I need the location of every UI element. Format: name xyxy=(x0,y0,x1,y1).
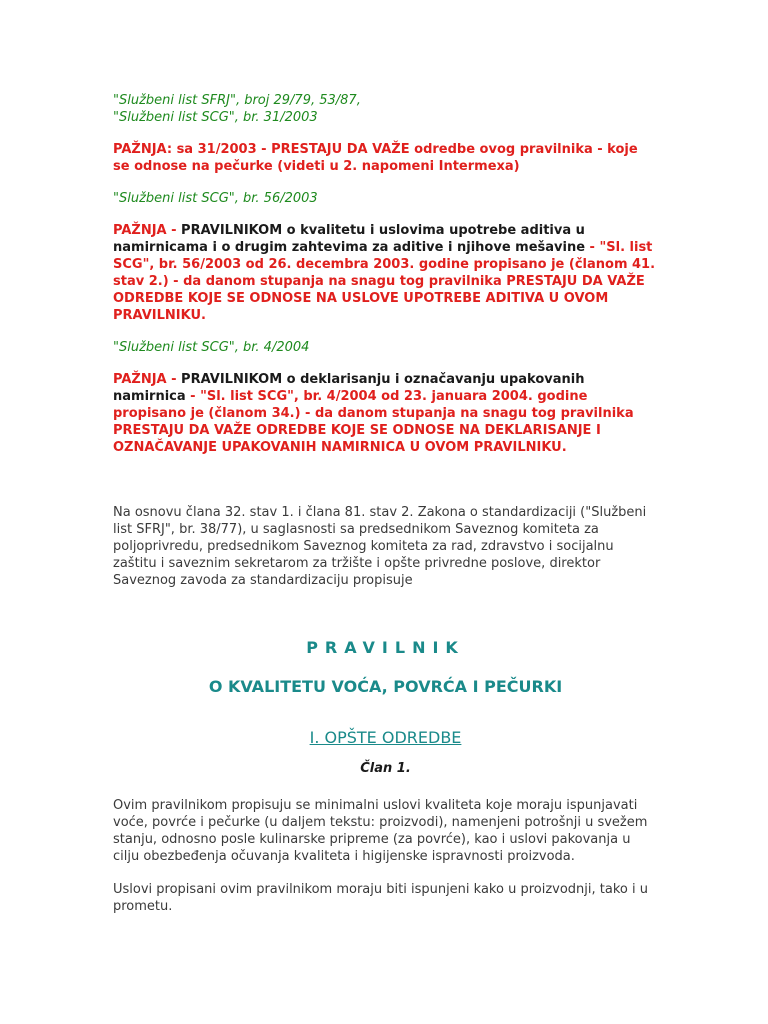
document-title: PRAVILNIK xyxy=(306,638,465,657)
document-subtitle: O KVALITETU VOĆA, POVRĆA I PEČURKI xyxy=(208,677,563,696)
regulation-reference: PRAVILNIKOM o kvalitetu i uslovima upotrebe aditiva u namirnicama i o drugim zahtevima za aditive i njihove mešavine xyxy=(113,223,586,255)
document-page xyxy=(113,92,658,915)
attention-note-1: PAŽNJA: sa 31/2003 - PRESTAJU DA VAŽE odredbe ovog pravilnika - koje se odnose na pečurke (videti u 2. napomeni Intermexa) xyxy=(113,142,638,174)
source-reference-1 xyxy=(113,92,658,126)
source-line: "Službeni list SCG", br. 31/2003 xyxy=(113,110,318,125)
article-heading: Član 1. xyxy=(360,761,411,776)
attention-note-3 xyxy=(113,371,658,456)
attention-note-2 xyxy=(113,222,658,324)
source-reference-2: "Službeni list SCG", br. 56/2003 xyxy=(113,191,318,206)
section-link[interactable]: I. OPŠTE ODREDBE xyxy=(309,728,462,747)
article-paragraph: Uslovi propisani ovim pravilnikom moraju biti ispunjeni kako u proizvodnji, tako i u prometu. xyxy=(113,882,648,914)
source-reference-3: "Službeni list SCG", br. 4/2004 xyxy=(113,340,310,355)
preamble-text: Na osnovu člana 32. stav 1. i člana 81. stav 2. Zakona o standardizaciji ("Službeni list SFRJ", br. 38/77), u saglasnosti sa predsednikom Saveznog komiteta za poljoprivredu, predsednikom Saveznog komiteta za rad, zdravstvo i socijalnu zaštitu i saveznim sekretarom za tržište i opšte privredne poslove, direktor Saveznog zavoda za standardizaciju propisuje xyxy=(113,505,647,588)
regulation-reference: PRAVILNIKOM o deklarisanju i označavanju upakovanih namirnica xyxy=(113,372,585,404)
attention-text: - "Sl. list SCG", br. 56/2003 od 26. decembra 2003. godine propisano je (članom 41. stav 2.) - da danom stupanja na snagu tog pravilnika PRESTAJU DA VAŽE ODREDBE KOJE SE ODNOSE NA USLOVE UPOTREBE ADITIVA U OVOM PRAVILNIKU. xyxy=(113,240,656,323)
section-heading xyxy=(113,729,658,748)
article-paragraph: Ovim pravilnikom propisuju se minimalni uslovi kvaliteta koje moraju ispunjavati voće, povrće i pečurke (u daljem tekstu: proizvodi), namenjeni potrošnji u svežem stanju, odnosno posle kulinarske pripreme (za povrće), kao i uslovi pakovanja u cilju obezbeđenja očuvanja kvaliteta i higijenske ispravnosti proizvoda. xyxy=(113,798,648,864)
attention-label: PAŽNJA - xyxy=(113,223,182,238)
attention-text: - "Sl. list SCG", br. 4/2004 od 23. januara 2004. godine propisano je (članom 34.) - da danom stupanja na snagu tog pravilnika PRESTAJU DA VAŽE ODREDBE KOJE SE ODNOSE NA DEKLARISANJE I OZNAČAVANJE UPAKOVANIH NAMIRNICA U OVOM PRAVILNIKU. xyxy=(113,389,634,455)
source-line: "Službeni list SFRJ", broj 29/79, 53/87, xyxy=(113,93,361,108)
attention-label: PAŽNJA - xyxy=(113,372,182,387)
